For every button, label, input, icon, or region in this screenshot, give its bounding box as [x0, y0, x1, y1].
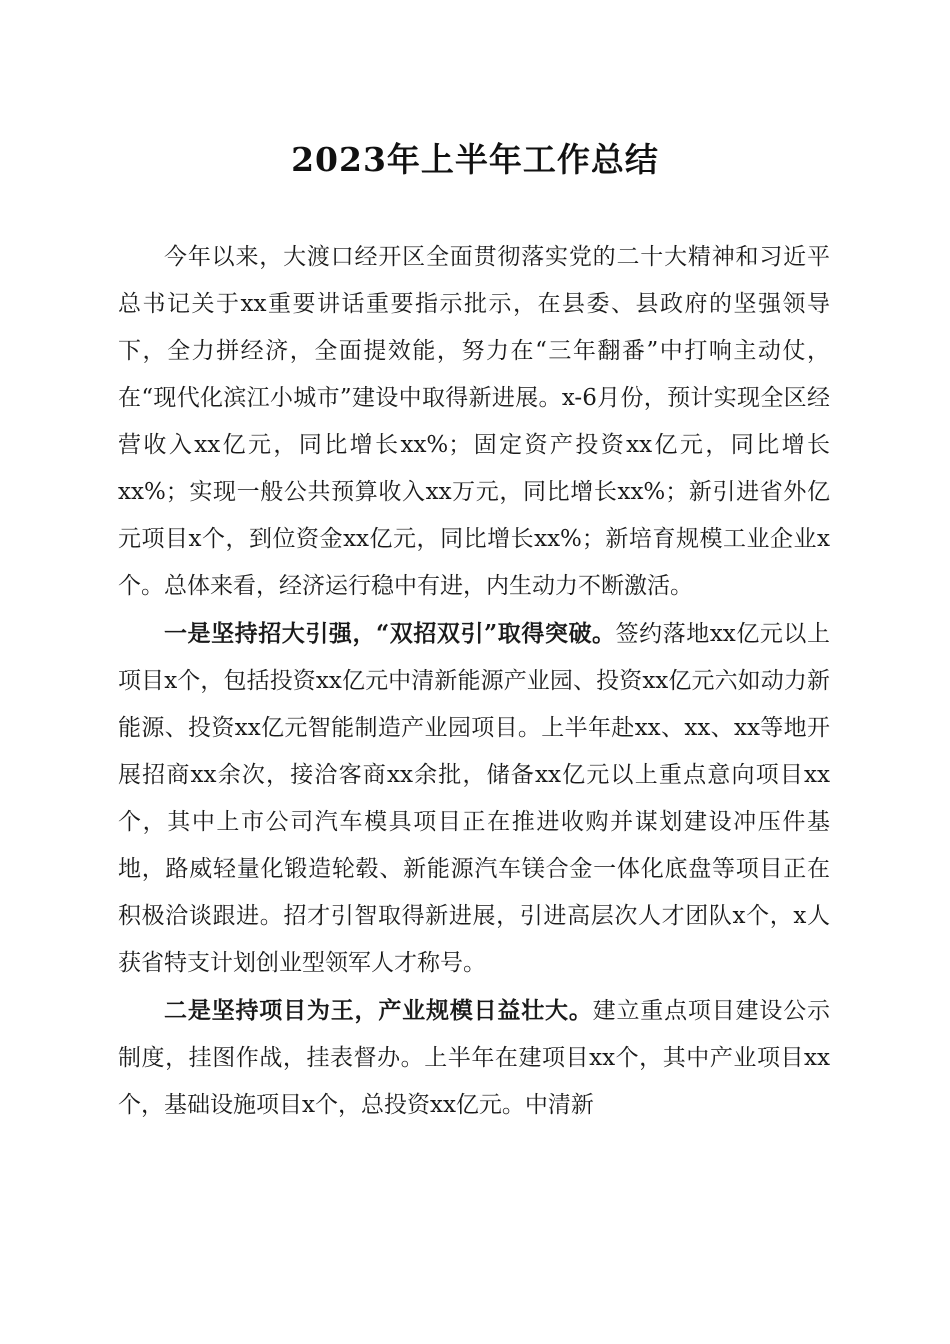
paragraph-intro — [118, 233, 830, 610]
document-title: 2023年上半年工作总结 — [291, 140, 659, 179]
paragraph-text: 建立重点项目建设公示制度，挂图作战，挂表督办。上半年在建项目xx个，其中产业项目xx个，基础设施项目x个，总投资xx亿元。中清新 — [118, 998, 831, 1118]
paragraph-lead: 二是坚持项目为王，产业规模日益壮大。 — [164, 997, 593, 1024]
paragraph-projects — [118, 987, 830, 1129]
document-body — [118, 233, 830, 1129]
paragraph-investment — [118, 610, 830, 987]
paragraph-text: 今年以来，大渡口经开区全面贯彻落实党的二十大精神和习近平总书记关于xx重要讲话重要指示批示，在县委、县政府的坚强领导下，全力拼经济，全面提效能，努力在“三年翻番”中打响主动仗，在“现代化滨江小城市”建设中取得新进展。x-6月份，预计实现全区经营收入xx亿元，同比增长xx%；固定资产投资xx亿元，同比增长xx%；实现一般公共预算收入xx万元，同比增长xx%；新引进省外亿元项目x个，到位资金xx亿元，同比增长xx%；新培育规模工业企业x个。总体来看，经济运行稳中有进，内生动力不断激活。 — [118, 244, 830, 599]
paragraph-text: 签约落地xx亿元以上项目x个，包括投资xx亿元中清新能源产业园、投资xx亿元六如动力新能源、投资xx亿元智能制造产业园项目。上半年赴xx、xx、xx等地开展招商xx余次，接洽客商xx余批，储备xx亿元以上重点意向项目xx个，其中上市公司汽车模具项目正在推进收购并谋划建设冲压件基地，路威轻量化锻造轮毂、新能源汽车镁合金一体化底盘等项目正在积极洽谈跟进。招才引智取得新进展，引进高层次人才团队x个，x人获省特支计划创业型领军人才称号。 — [118, 621, 830, 976]
paragraph-lead: 一是坚持招大引强，“双招双引”取得突破。 — [164, 620, 616, 647]
